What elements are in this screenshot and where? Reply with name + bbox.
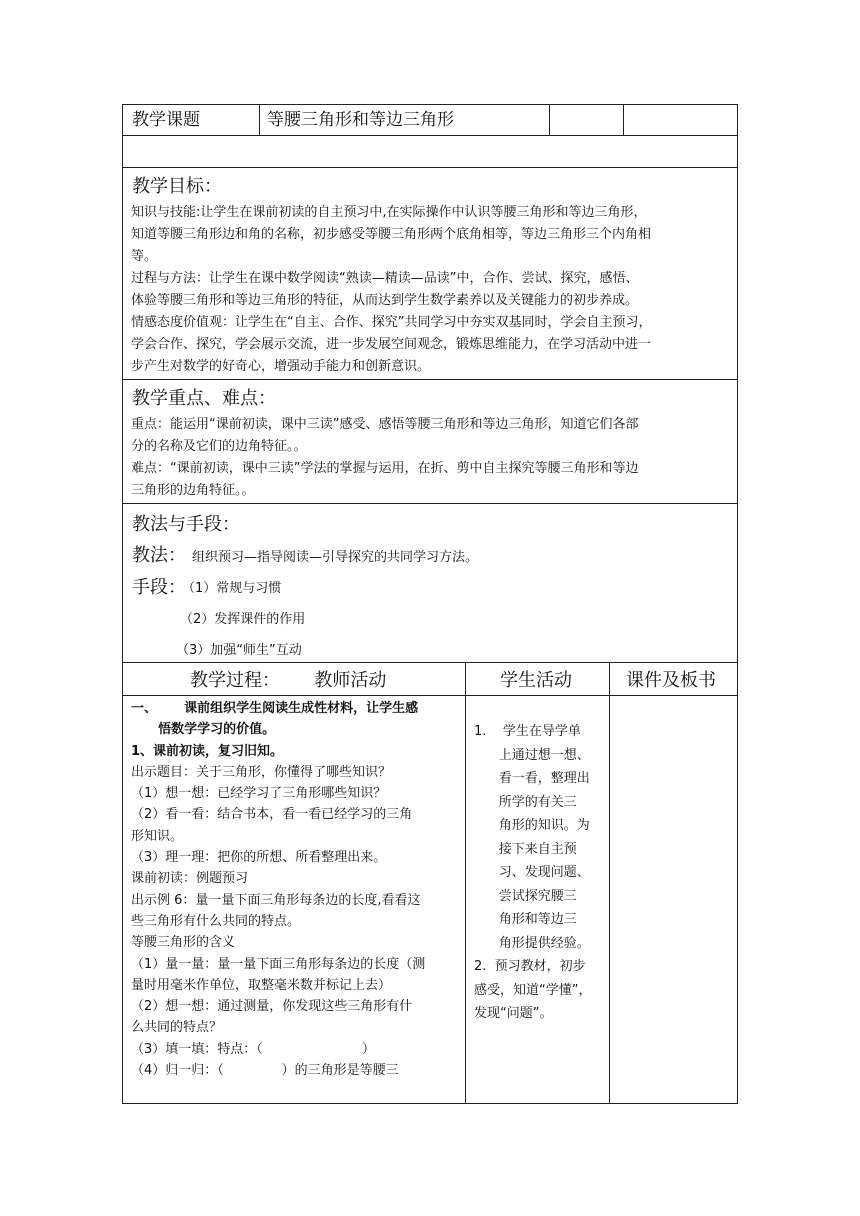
student-line: 角形的知识。为 (474, 818, 590, 833)
teacher-line: 形知识。 (131, 828, 184, 844)
student-line: 发现“问题”。 (474, 1006, 553, 1021)
lesson-title: 等腰三角形和等边三角形 (267, 110, 454, 130)
teacher-line: 等腰三角形的含义 (131, 935, 236, 951)
rule (122, 503, 738, 504)
student-line: 感受，知道“学懂”， (474, 982, 592, 998)
teacher-line: （2）想一想：通过测量，你发现这些三角形有什 (131, 999, 413, 1015)
means-item: （2）发挥课件的作用 (180, 612, 306, 627)
student-line: 角形提供经验。 (474, 935, 590, 951)
objectives-heading: 教学目标： (132, 176, 222, 197)
process-student-header: 学生活动 (500, 670, 572, 691)
key-points-heading: 教学重点、难点： (132, 388, 276, 409)
teach-method-label: 教法： (132, 545, 186, 566)
teacher-line: （2）看一看：结合书本，看一看已经学习的三角 (131, 807, 413, 823)
objectives-body (131, 202, 735, 378)
teacher-line: 一、 课前组织学生阅读生成性材料，让学生感 (131, 701, 419, 716)
means-label: 手段： (132, 577, 186, 598)
objectives-line: 学会合作、探究，学会展示交流，进一步发展空间观念，锻炼思维能力，在学习活动中进一 (131, 337, 652, 352)
process-board-header: 课件及板书 (626, 670, 716, 691)
student-activity (474, 720, 608, 1026)
objectives-line: 等。 (131, 249, 158, 264)
key-points-line: 难点：“课前初读，课中三读”学法的掌握与运用，在折、剪中自主探究等腰三角形和等边 (131, 461, 639, 476)
rule-left (122, 104, 123, 1104)
objectives-line: 情感态度价值观：让学生在“自主、合作、探究”共同学习中夯实双基同时，学会自主预习， (131, 315, 652, 330)
objectives-line: 知识与技能:让学生在课前初读的自主预习中,在实际操作中认识等腰三角形和等边三角形， (131, 205, 647, 220)
rule (122, 379, 738, 380)
student-line: 角形和等边三 (474, 912, 577, 927)
process-teacher-header: 教学过程： 教师活动 (190, 670, 387, 691)
teacher-line: 些三角形有什么共同的特点。 (131, 913, 301, 929)
teacher-line: （3）理一理：把你的所想、所看整理出来。 (131, 850, 387, 866)
methods-heading: 教法与手段： (132, 514, 240, 535)
means-item: （3）加强“师生”互动 (176, 643, 302, 658)
rule (122, 695, 738, 696)
student-line: 1. 学生在导学单 (474, 724, 581, 739)
key-points-line: 三角形的边角特征。。 (131, 483, 255, 498)
lesson-title-label: 教学课题 (132, 110, 200, 130)
rule (259, 104, 260, 135)
key-points-line: 分的名称及它们的边角特征。。 (131, 439, 307, 454)
teacher-line: （1）量一量：量一量下面三角形每条边的长度（测 (131, 956, 426, 972)
key-points-line: 重点：能运用“课前初读，课中三读”感受、感悟等腰三角形和等边三角形，知道它们各部 (131, 417, 639, 432)
means-item: （1）常规与习惯 (182, 581, 282, 596)
objectives-line: 体验等腰三角形和等边三角形的特征，从而达到学生数学素养以及关键能力的初步养成。 (131, 293, 639, 308)
rule-bottom (122, 1103, 738, 1104)
objectives-line: 步产生对数学的好奇心，增强动手能力和创新意识。 (131, 359, 431, 374)
student-line: 所学的有关三 (474, 794, 577, 810)
teacher-line: 悟数学学习的价值。 (131, 722, 276, 738)
teacher-line: 出示题目：关于三角形，你懂得了哪些知识？ (131, 764, 392, 780)
student-line: 尝试探究腰三 (474, 888, 577, 904)
objectives-line: 过程与方法：让学生在课中数学阅读“熟读—精读—品读”中，合作、尝试、探究，感悟、 (131, 271, 639, 286)
objectives-line: 知道等腰三角形边和角的名称，初步感受等腰三角形两个底角相等，等边三角形三个内角相 (131, 227, 652, 242)
teacher-line: 出示例 6：量一量下面三角形每条边的长度,看看这 (131, 892, 421, 908)
rule-top (122, 104, 738, 105)
key-points-body (131, 414, 735, 502)
rule (465, 662, 466, 1103)
teacher-line: 1、课前初读，复习旧知。 (131, 743, 284, 759)
student-line: 2. 预习教材，初步 (474, 959, 586, 974)
teacher-line: （4）归一归：（ ）的三角形是等腰三 (131, 1063, 399, 1079)
rule (122, 662, 738, 663)
rule (549, 104, 550, 135)
teacher-line: 么共同的特点？ (131, 1020, 223, 1036)
rule (623, 104, 624, 135)
rule (122, 167, 738, 168)
student-line: 看一看，整理出 (474, 771, 590, 786)
rule-right (737, 104, 738, 1104)
rule (122, 135, 738, 136)
student-line: 习、发现问题、 (474, 865, 590, 880)
teach-method-text: 组织预习—指导阅读—引导探究的共同学习方法。 (192, 550, 479, 565)
rule (609, 662, 610, 1103)
teacher-line: （1）想一想：已经学习了三角形哪些知识？ (131, 786, 387, 802)
student-line: 上通过想一想、 (474, 747, 590, 763)
teacher-line: 课前初读：例题预习 (131, 871, 249, 887)
teacher-activity (131, 698, 463, 1081)
student-line: 接下来自主预 (474, 841, 577, 857)
teacher-line: （3）填一填：特点：（ ） (131, 1041, 375, 1057)
teacher-line: 量时用毫米作单位，取整毫米数并标记上去） (131, 977, 392, 993)
